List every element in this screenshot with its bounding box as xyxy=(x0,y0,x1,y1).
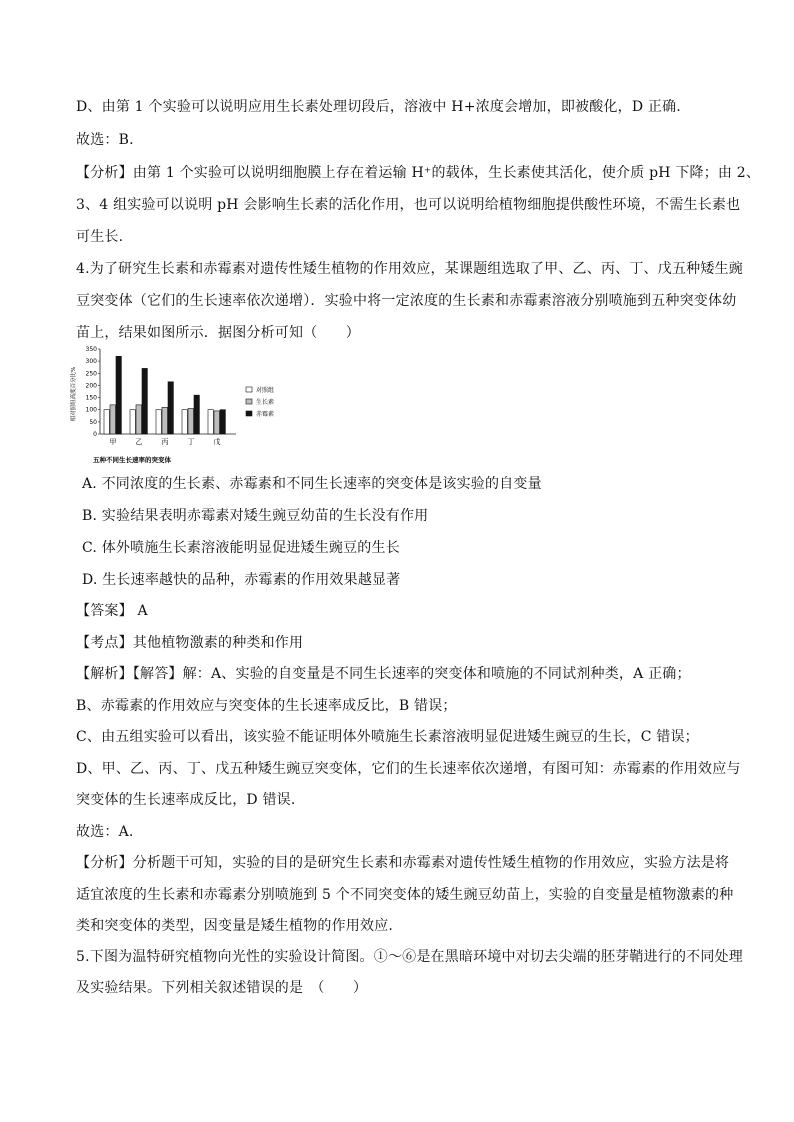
legend-swatch xyxy=(246,387,252,392)
bar xyxy=(130,410,135,434)
legend-swatch xyxy=(246,399,252,404)
x-tick-label: 戊 xyxy=(213,438,221,446)
y-tick-label: 0 xyxy=(93,431,97,438)
question-4-stem: 4.为了研究生长素和赤霉素对遗传性矮生植物的作用效应，某课题组选取了甲、乙、丙、丁、戊五种矮生豌 xyxy=(76,261,743,277)
bar xyxy=(156,410,161,434)
bar xyxy=(188,409,193,435)
bar xyxy=(168,382,173,434)
text-line: 【分析】分析题干可知，实验的目的是研究生长素和赤霉素对遗传性矮生植物的作用效应，实验方法是将 xyxy=(76,855,730,871)
bar xyxy=(110,405,115,434)
text-line: B、赤霉素的作用效应与突变体的生长速率成反比，B 错误； xyxy=(76,698,457,714)
bar xyxy=(104,410,109,434)
text-line: 苗上，结果如图所示．据图分析可知（ ） xyxy=(76,325,360,341)
text-line: 故选：B. xyxy=(76,132,134,148)
option-b: B. 实验结果表明赤霉素对矮生豌豆幼苗的生长没有作用 xyxy=(82,508,429,524)
bar xyxy=(208,410,213,434)
y-tick-label: 100 xyxy=(85,406,97,414)
x-tick-label: 甲 xyxy=(109,438,117,446)
knowledge-point: 【考点】其他植物激素的种类和作用 xyxy=(76,635,304,651)
x-tick-label: 丙 xyxy=(161,438,169,446)
bar xyxy=(194,395,199,434)
option-d: D. 生长速率越快的品种，赤霉素的作用效果越显著 xyxy=(82,572,401,588)
legend-swatch xyxy=(246,411,252,416)
text-line: 【解析】【解答】解：A、实验的自变量是不同生长速率的突变体和喷施的不同试剂种类，A 正确； xyxy=(76,666,691,682)
x-tick-label: 乙 xyxy=(135,438,143,446)
chart-ylabel: 相对照组高度百分比% xyxy=(71,366,77,422)
text-line: D、由第 1 个实验可以说明应用生长素处理切段后，溶液中 H+浓度会增加，即被酸化，D 正确. xyxy=(76,99,681,115)
option-a: A. 不同浓度的生长素、赤霉素和不同生长速率的突变体是该实验的自变量 xyxy=(82,476,542,492)
legend xyxy=(246,386,274,418)
bar xyxy=(116,356,121,434)
text-line: 及实验结果。下列相关叙述错误的是 （ ） xyxy=(76,980,368,996)
y-tick-label: 200 xyxy=(85,382,97,390)
bar xyxy=(220,410,225,434)
text-line: 类和突变体的类型，因变量是矮生植物的作用效应. xyxy=(76,918,394,934)
y-tick-label: 50 xyxy=(89,418,97,426)
question-5-stem: 5.下图为温特研究植物向光性的实验设计简图。①～⑥是在黑暗环境中对切去尖端的胚芽鞘进行的不同处理 xyxy=(76,949,743,965)
bar xyxy=(182,410,187,434)
bar xyxy=(142,368,147,434)
x-axis-labels xyxy=(110,437,221,446)
text-line: 适宜浓度的生长素和赤霉素分别喷施到 5 个不同突变体的矮生豌豆幼苗上，实验的自变量是植物激素的种 xyxy=(76,887,734,903)
text-line: C、由五组实验可以看出，该实验不能证明体外喷施生长素溶液明显促进矮生豌豆的生长，C 错误； xyxy=(76,729,699,745)
y-tick-label: 150 xyxy=(85,394,97,402)
answer: 【答案】 A xyxy=(76,603,148,619)
legend-label: 生长素 xyxy=(256,399,275,406)
text-line: 3、4 组实验可以说明 pH 会影响生长素的活化作用，也可以说明给植物细胞提供酸性环境，不需生长素也 xyxy=(76,197,741,213)
text-line: 可生长. xyxy=(76,229,124,245)
x-tick-label: 丁 xyxy=(187,438,195,446)
bar xyxy=(214,411,219,434)
text-line: 故选：A. xyxy=(76,824,134,840)
text-line: 突变体的生长速率成反比，D 错误. xyxy=(76,792,296,808)
chart-title: 五种不同生长速率的突变体 xyxy=(93,456,171,464)
y-tick-label: 350 xyxy=(85,346,97,353)
bar-chart xyxy=(72,344,304,470)
y-axis-ticks xyxy=(86,346,100,438)
legend-label: 对照组 xyxy=(256,387,275,394)
text-line: 豆突变体（它们的生长速率依次递增）．实验中将一定浓度的生长素和赤霉素溶液分别喷施到五种突变体幼 xyxy=(76,293,737,309)
text-line: D、甲、乙、丙、丁、戊五种矮生豌豆突变体，它们的生长速率依次递增，有图可知：赤霉素的作用效应与 xyxy=(76,761,741,777)
bar xyxy=(162,407,167,434)
bars xyxy=(104,356,225,434)
bar xyxy=(136,405,141,434)
option-c: C. 体外喷施生长素溶液能明显促进矮生豌豆的生长 xyxy=(82,540,400,556)
y-tick-label: 300 xyxy=(85,358,97,366)
y-tick-label: 250 xyxy=(85,370,97,378)
legend-label: 赤霉素 xyxy=(256,411,275,418)
text-line: 【分析】由第 1 个实验可以说明细胞膜上存在着运输 H⁺的载体，生长素使其活化，使介质 pH 下降；由 2、 xyxy=(76,165,761,181)
